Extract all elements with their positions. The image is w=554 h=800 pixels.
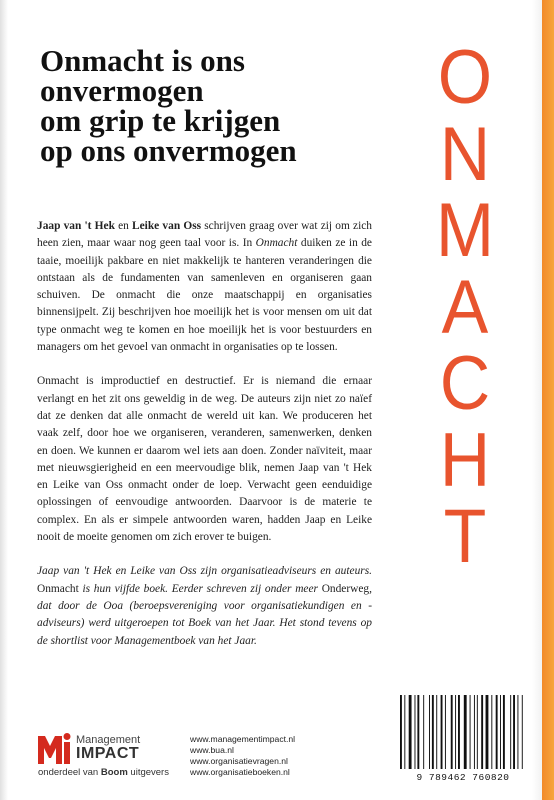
author-2: Leike van Oss bbox=[132, 220, 202, 232]
publisher-logo bbox=[38, 730, 188, 780]
blurb bbox=[37, 218, 372, 667]
barcode-bar bbox=[409, 695, 412, 769]
barcode-bar bbox=[517, 695, 518, 769]
url-item: www.managementimpact.nl bbox=[190, 734, 296, 744]
url-item: www.bua.nl bbox=[190, 745, 234, 755]
vertical-title-letter: A bbox=[441, 264, 489, 350]
barcode-bar bbox=[500, 695, 501, 769]
barcode-bar bbox=[477, 695, 478, 769]
publisher-urls bbox=[190, 734, 295, 778]
vertical-title-letter: T bbox=[443, 494, 487, 579]
publisher-name: Management bbox=[76, 734, 141, 746]
url-item: www.organisatieboeken.nl bbox=[190, 767, 290, 777]
page-edge bbox=[532, 0, 542, 800]
barcode-bar bbox=[429, 695, 430, 769]
previous-book-title: Onderweg bbox=[321, 582, 370, 595]
barcode-bar bbox=[491, 695, 492, 769]
url-item: www.organisatievragen.nl bbox=[190, 756, 288, 766]
barcode-bar bbox=[481, 695, 483, 769]
barcode-bar bbox=[464, 695, 467, 769]
author-1: Jaap van 't Hek bbox=[37, 220, 115, 232]
barcode-bar bbox=[510, 695, 511, 769]
barcode-bar bbox=[455, 695, 456, 769]
mi-logo-icon bbox=[38, 732, 72, 764]
barcode-bar bbox=[404, 695, 405, 769]
barcode-bar bbox=[436, 695, 437, 769]
barcode-bar bbox=[415, 695, 416, 769]
barcode-bar bbox=[522, 695, 523, 769]
barcode-bar bbox=[470, 695, 471, 769]
barcode-bar bbox=[417, 695, 419, 769]
publisher-subline: onderdeel van Boom uitgevers bbox=[38, 767, 169, 778]
barcode-bar bbox=[400, 695, 402, 769]
barcode-bar bbox=[451, 695, 453, 769]
barcode-bar bbox=[474, 695, 475, 769]
vertical-title-letter: C bbox=[439, 341, 491, 426]
barcode-bar bbox=[458, 695, 460, 769]
headline-line-3: om grip te krijgen bbox=[40, 103, 281, 138]
blurb-paragraph-2: Onmacht is improductief en destructief. Er is niemand die ernaar verlangt en het zit ons geweldig in de weg. De auteurs zijn niet zo naïef dat ze denken dat alle onmacht de wereld uit kan. We produceren het vaak zelf, door hoe we organiseren, veranderen, samenwerken, denken en doen. We kunnen er daarom wel iets aan doen. Zonder naïviteit, maar met nieuwsgierigheid en een meervoudige blik, nemen Jaap van 't Hek en Leike van Oss onmacht onder de loep. Verwacht geen eenduidige oplossingen of eenvoudige antwoorden. Daarvoor is de materie te complex. En als er simpele antwoorden waren, hadden Jaap en Leike nooit de moeite genomen om zich erover te buigen. bbox=[37, 375, 372, 544]
cover-edge-orange bbox=[542, 0, 554, 800]
vertical-title-letter: O bbox=[437, 35, 493, 120]
barcode bbox=[394, 685, 532, 787]
barcode-bar bbox=[423, 695, 424, 769]
vertical-title-letter: N bbox=[439, 111, 491, 197]
vertical-title-letter: H bbox=[439, 417, 491, 503]
author-bio: Jaap van 't Hek en Leike van Oss zijn organisatieadviseurs en auteurs. Onmacht is hun vijfde boek. Eerder schreven zij onder meer Onderweg, dat door de Ooa (beroepsvereniging voor organisatiekundigen en -adviseurs) werd uitgeroepen tot Boek van het Jaar. Het stond tevens op de shortlist voor Managementboek van het Jaar. bbox=[37, 565, 372, 647]
vertical-title-letter: M bbox=[435, 188, 495, 273]
headline-line-4: op ons onvermogen bbox=[40, 133, 297, 168]
barcode-bar bbox=[503, 695, 505, 769]
barcode-bar bbox=[432, 695, 434, 769]
barcode-icon bbox=[400, 695, 526, 769]
isbn-number: 9 789462 760820 bbox=[416, 772, 510, 783]
spine-shadow bbox=[0, 0, 8, 800]
barcode-bar bbox=[513, 695, 515, 769]
barcode-bar bbox=[441, 695, 443, 769]
publisher-brand: IMPACT bbox=[76, 745, 140, 762]
headline-line-2: onvermogen bbox=[40, 73, 204, 108]
vertical-title bbox=[400, 35, 530, 579]
barcode-bar bbox=[445, 695, 446, 769]
book-title: Onmacht bbox=[255, 237, 298, 250]
barcode-bar bbox=[486, 695, 489, 769]
barcode-bar bbox=[496, 695, 498, 769]
book-title: Onmacht bbox=[37, 582, 79, 595]
headline-line-1: Onmacht is ons bbox=[40, 43, 245, 78]
headline bbox=[40, 43, 410, 168]
blurb-paragraph-1: Jaap van 't Hek en Leike van Oss schrijven graag over wat zij om zich heen zien, maar waar nog geen taal voor is. In Onmacht duiken ze in de taaie, moeilijk pakbare en niet makkelijk te hanteren veranderingen die ontstaan als de fundamenten van samenleven en organiseren gaan schuiven. De onmacht die onze maatschappij en organisaties binnensijpelt. Zij beschrijven hoe moeilijk het is voor mensen om uit dat type onmacht weg te komen en hoe moeilijk het is voor bestuurders en managers om het gevoel van onmacht in organisaties op te lossen. bbox=[37, 220, 372, 354]
